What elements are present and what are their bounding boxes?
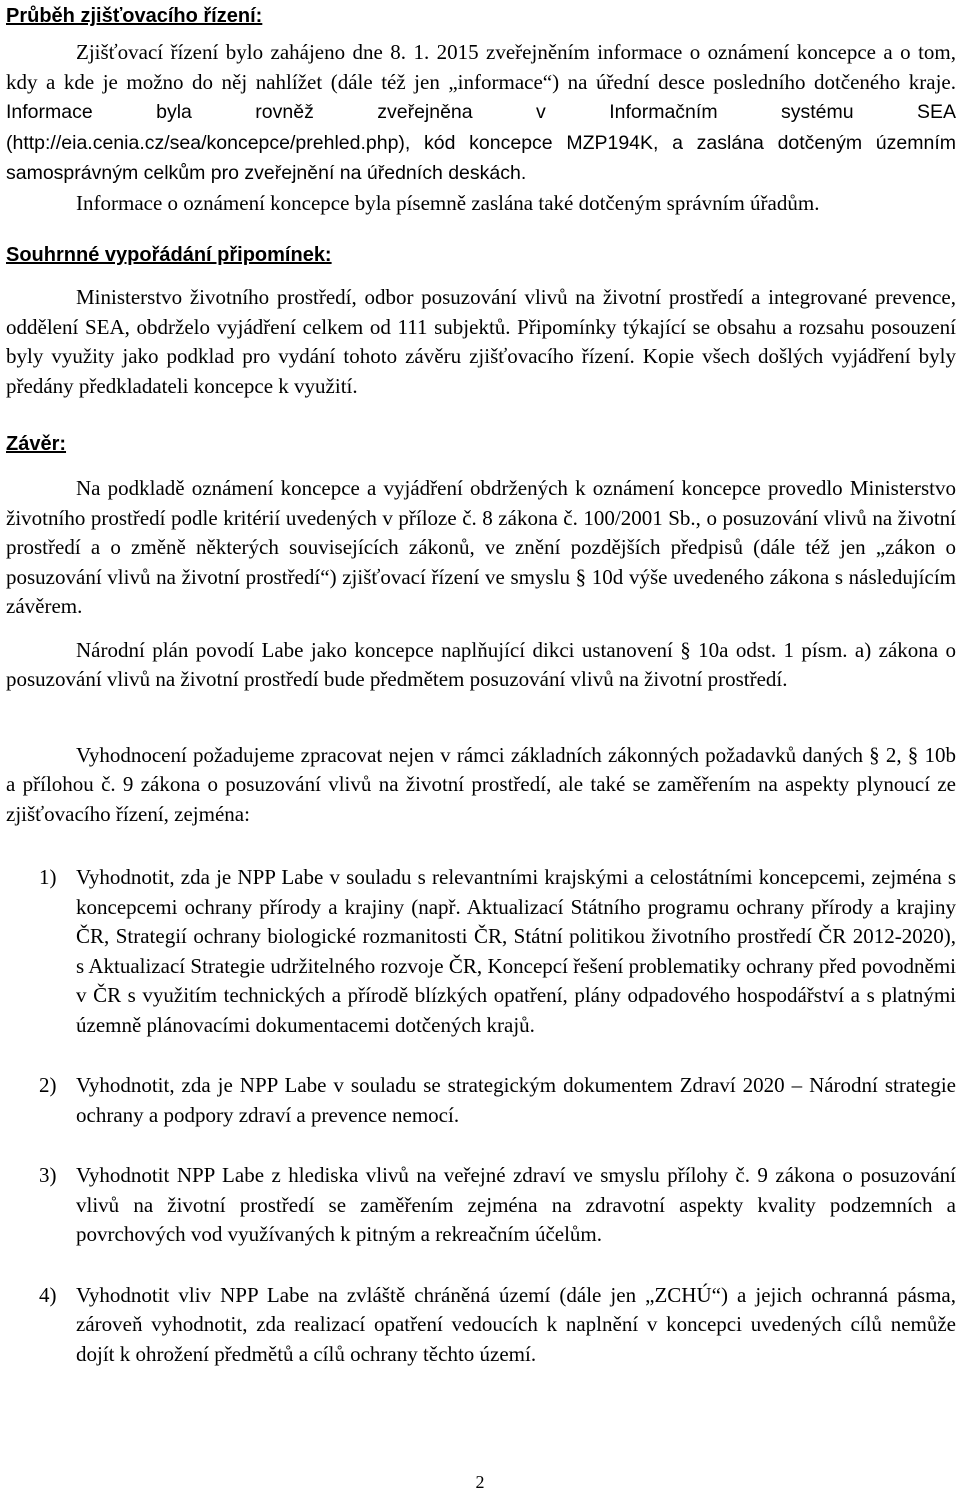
- list-item-text: Vyhodnotit NPP Labe z hlediska vlivů na veřejné zdraví ve smyslu přílohy č. 9 zákona o posuzování vlivů na životní prostředí se zaměřením zejména na zdravotní aspekty kvality podzemních a povrchových vod využívaných k pitným a rekreačním účelům.: [76, 1163, 956, 1246]
- list-item: [6, 1161, 956, 1250]
- list-item-number: 1): [39, 865, 57, 889]
- document-page: [6, 2, 956, 1369]
- list-item-text: Vyhodnotit, zda je NPP Labe v souladu s relevantními krajskými a celostátními koncepcemi, zejména s koncepcemi ochrany přírody a krajiny (např. Aktualizací Státního programu ochrany přírody a krajiny ČR, Strategií ochrany biologické rozmanitosti ČR, Státní politikou životního prostředí ČR 2012-2020), s Aktualizací Strategie udržitelného rozvoje ČR, Koncepcí řešení problematiky ochrany před povodněmi v ČR s využitím technických a přírodě blízkých opatření, plány odpadového hospodářství a s platnými územně plánovacími dokumentacemi dotčených krajů.: [76, 865, 956, 1037]
- paragraph-souhrn: Ministerstvo životního prostředí, odbor posuzování vlivů na životní prostředí a integrované prevence, oddělení SEA, obdrželo vyjádření celkem od 111 subjektů. Připomínky týkající se obsahu a rozsahu posouzení byly využity jako podklad pro vydání tohoto závěru zjišťovacího řízení. Kopie všech došlých vyjádření byly předány předkladateli koncepce k využití.: [6, 285, 956, 398]
- list-item-number: 2): [39, 1073, 57, 1097]
- list-item: [6, 1071, 956, 1130]
- paragraph-intro-1-part-1: Zjišťovací řízení bylo zahájeno dne 8. 1. 2015 zveřejněním informace o oznámení koncepce a o tom, kdy a kde je možno do něj nahlížet (dále též jen „informace“) na úřední desce posledního dotčeného kraje.: [6, 40, 956, 94]
- list-item-text: Vyhodnotit, zda je NPP Labe v souladu se strategickým dokumentem Zdraví 2020 – Národní strategie ochrany a podpory zdraví a prevence nemocí.: [76, 1073, 956, 1127]
- task-list: [6, 863, 956, 1369]
- paragraph-intro-2: Informace o oznámení koncepce byla písemně zaslána také dotčeným správním úřadům.: [76, 190, 820, 215]
- paragraph-zaver-3: Vyhodnocení požadujeme zpracovat nejen v rámci základních zákonných požadavků daných § 2, § 10b a přílohou č. 9 zákona o posuzování vlivů na životní prostředí, ale také se zaměřením na aspekty plynoucí ze zjišťovacího řízení, zejména:: [6, 742, 956, 826]
- page-number: 2: [475, 1472, 485, 1492]
- list-item-number: 4): [39, 1282, 57, 1307]
- paragraph-intro-1-part-2: Informace byla rovněž zveřejněna v Informačním systému SEA (http://eia.cenia.cz/sea/koncepce/prehled.php), kód koncepce MZP194K, a zaslána dotčeným územním samosprávným celkům pro zveřejnění na úředních deskách.: [6, 101, 956, 184]
- list-item-text: Vyhodnotit vliv NPP Labe na zvláště chráněná území (dále jen „ZCHÚ“) a jejich ochranná pásma, zároveň vyhodnotit, zda realizací opatření vedoucích k naplnění v koncepci uvedených cílů nemůže dojít k ohrožení předmětů a cílů ochrany těchto území.: [76, 1282, 956, 1366]
- list-item: [6, 863, 956, 1040]
- list-item-number: 3): [39, 1163, 57, 1187]
- section-heading-prubeh: Průběh zjišťovacího řízení:: [6, 5, 263, 27]
- section-heading-souhrn: Souhrnné vypořádání připomínek:: [6, 244, 332, 266]
- paragraph-zaver-2: Národní plán povodí Labe jako koncepce naplňující dikci ustanovení § 10a odst. 1 písm. a) zákona o posuzování vlivů na životní prostředí bude předmětem posuzování vlivů na životní prostředí.: [6, 637, 956, 691]
- list-item: [6, 1281, 956, 1370]
- paragraph-zaver-1: Na podkladě oznámení koncepce a vyjádření obdržených k oznámení koncepce provedlo Ministerstvo životního prostředí podle kritérií uvedených v příloze č. 8 zákona č. 100/2001 Sb., o posuzování vlivů na životní prostředí a o změně některých souvisejících zákonů, ve znění pozdějších předpisů (dále též jen „zákon o posuzování vlivů na životní prostředí“) zjišťovací řízení ve smyslu § 10d výše uvedeného zákona s následujícím závěrem.: [6, 476, 956, 618]
- paragraph-intro-1: [6, 38, 956, 189]
- section-heading-zaver: Závěr:: [6, 433, 67, 455]
